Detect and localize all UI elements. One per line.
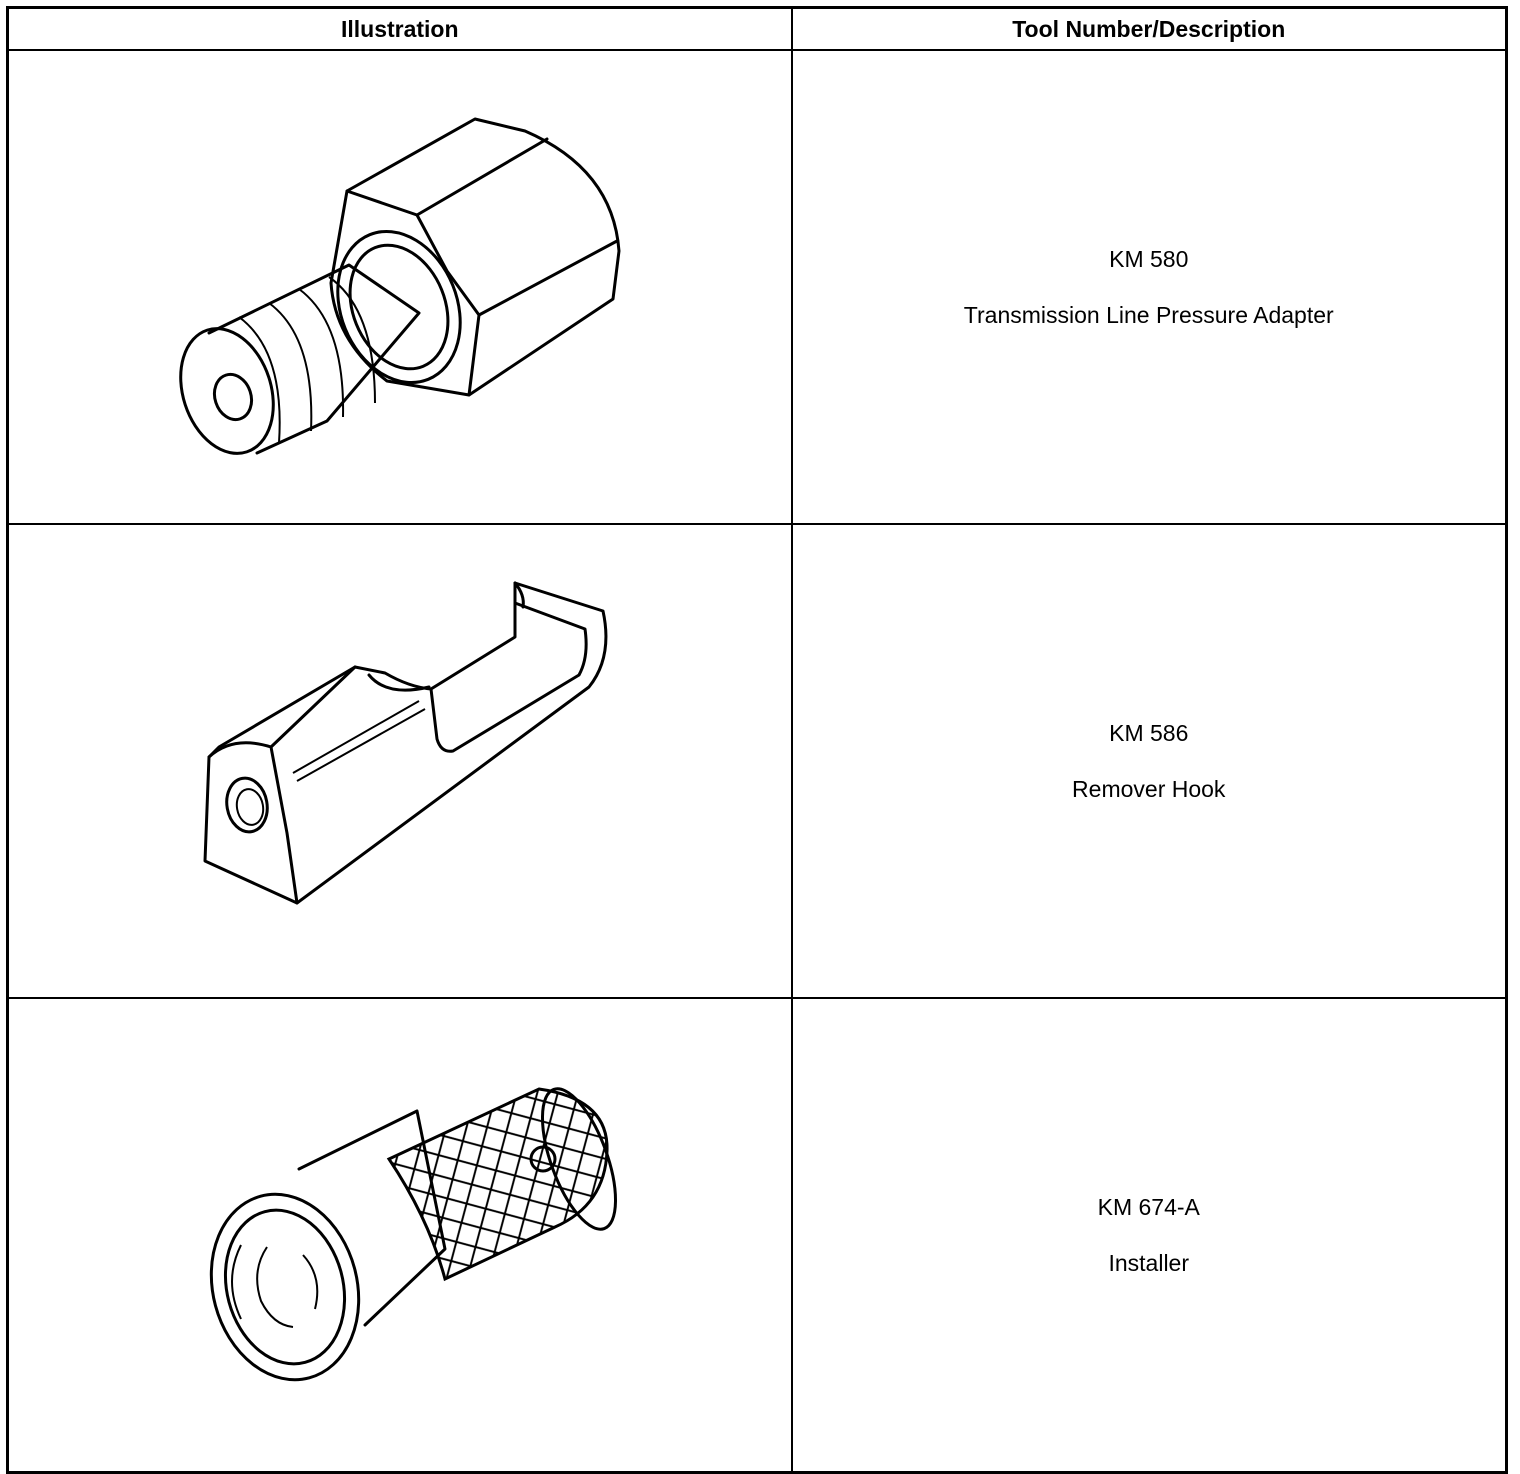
illustration-cell bbox=[8, 524, 792, 998]
tool-number: KM 586 bbox=[1109, 720, 1189, 746]
description-cell bbox=[792, 998, 1507, 1473]
description-cell bbox=[792, 50, 1507, 524]
pressure-adapter-icon bbox=[9, 51, 793, 523]
table-row bbox=[8, 524, 1507, 998]
table-row bbox=[8, 50, 1507, 524]
tool-description: Installer bbox=[1108, 1250, 1190, 1276]
special-tools-table bbox=[6, 6, 1508, 1474]
tool-description: Remover Hook bbox=[1072, 776, 1226, 802]
header-illustration: Illustration bbox=[8, 8, 792, 51]
header-row bbox=[8, 8, 1507, 51]
table-row bbox=[8, 998, 1507, 1473]
illustration-cell bbox=[8, 998, 792, 1473]
header-tool-number-description: Tool Number/Description bbox=[792, 8, 1507, 51]
installer-icon bbox=[9, 999, 793, 1471]
tool-description: Transmission Line Pressure Adapter bbox=[963, 302, 1334, 328]
tool-number: KM 580 bbox=[1109, 246, 1189, 272]
remover-hook-icon bbox=[9, 525, 793, 997]
illustration-cell bbox=[8, 50, 792, 524]
description-cell bbox=[792, 524, 1507, 998]
tool-number: KM 674-A bbox=[1097, 1194, 1200, 1220]
